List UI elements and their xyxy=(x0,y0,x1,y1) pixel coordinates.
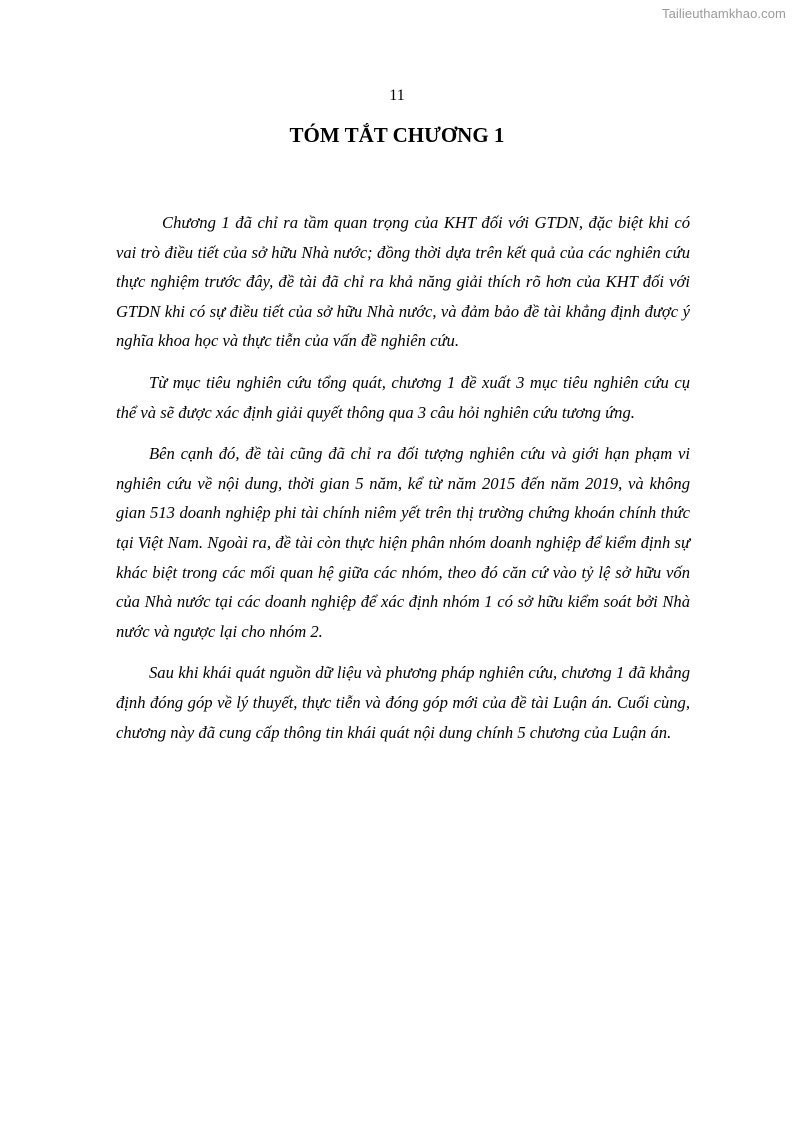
chapter-summary-body xyxy=(116,208,690,759)
page-number: 11 xyxy=(389,87,405,104)
watermark: Tailieuthamkhao.com xyxy=(661,6,786,21)
chapter-title: TÓM TẮT CHƯƠNG 1 xyxy=(289,123,505,147)
summary-paragraph-1: Chương 1 đã chỉ ra tầm quan trọng của KHT đối với GTDN, đặc biệt khi có vai trò điều tiết của sở hữu Nhà nước; đồng thời dựa trên kết quả của các nghiên cứu thực nghiệm trước đây, đề tài đã chỉ ra khả năng giải thích rõ hơn của KHT đối với GTDN khi có sự điều tiết của sở hữu Nhà nước, và đảm bảo đề tài khẳng định được ý nghĩa khoa học và thực tiễn của vấn đề nghiên cứu. xyxy=(116,213,690,351)
summary-paragraph-4: Sau khi khái quát nguồn dữ liệu và phương pháp nghiên cứu, chương 1 đã khẳng định đóng góp về lý thuyết, thực tiễn và đóng góp mới của đề tài Luận án. Cuối cùng, chương này đã cung cấp thông tin khái quát nội dung chính 5 chương của Luận án. xyxy=(116,663,690,742)
summary-paragraph-3: Bên cạnh đó, đề tài cũng đã chỉ ra đối tượng nghiên cứu và giới hạn phạm vi nghiên cứu về nội dung, thời gian 5 năm, kể từ năm 2015 đến năm 2019, và không gian 513 doanh nghiệp phi tài chính niêm yết trên thị trường chứng khoán chính thức tại Việt Nam. Ngoài ra, đề tài còn thực hiện phân nhóm doanh nghiệp để kiểm định sự khác biệt trong các mối quan hệ giữa các nhóm, theo đó căn cứ vào tỷ lệ sở hữu vốn của Nhà nước tại các doanh nghiệp để xác định nhóm 1 có sở hữu kiểm soát bởi Nhà nước và ngược lại cho nhóm 2. xyxy=(116,444,690,641)
summary-paragraph-2: Từ mục tiêu nghiên cứu tổng quát, chương 1 đề xuất 3 mục tiêu nghiên cứu cụ thể và sẽ được xác định giải quyết thông qua 3 câu hỏi nghiên cứu tương ứng. xyxy=(116,372,690,422)
